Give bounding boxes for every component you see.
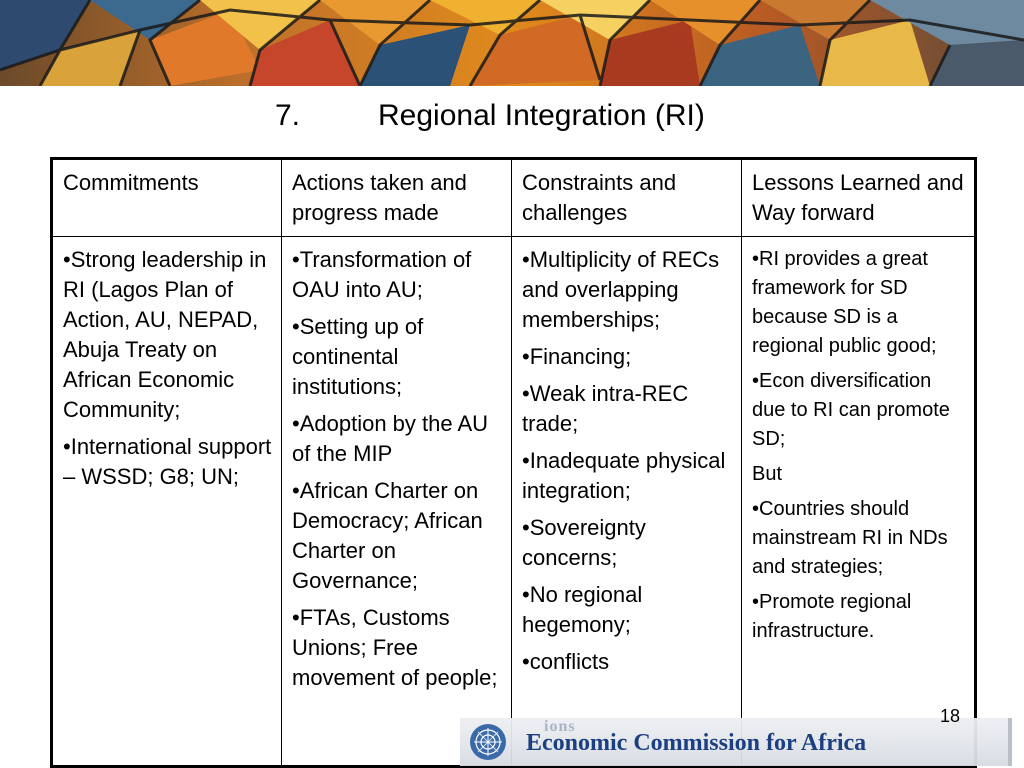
stained-glass-banner — [0, 0, 1024, 86]
header-commitments: Commitments — [52, 159, 282, 237]
list-item: •Multiplicity of RECs and overlapping memberships; — [522, 247, 720, 332]
title-text: Regional Integration (RI) — [378, 99, 705, 132]
list-item: •International support – WSSD; G8; UN; — [63, 434, 272, 489]
header-constraints: Constraints and challenges — [512, 159, 742, 237]
regional-integration-table — [50, 157, 977, 768]
page-number: 18 — [940, 706, 961, 726]
list-item: •Inadequate physical integration; — [522, 448, 726, 503]
header-lessons-learned: Lessons Learned and Way forward — [742, 159, 976, 237]
eca-logo — [460, 718, 1012, 768]
cell-commitments — [52, 237, 282, 767]
list-item: •No regional hegemony; — [522, 582, 643, 637]
table-header-row — [52, 159, 976, 237]
list-item: •Setting up of continental institutions; — [292, 314, 424, 399]
list-item: •Transformation of OAU into AU; — [292, 247, 472, 302]
logo-faint-text: ions — [544, 718, 576, 735]
list-item: •Financing; — [522, 344, 632, 369]
list-item: •conflicts — [522, 649, 610, 674]
list-item: •RI provides a great framework for SD because SD is a regional public good; — [752, 248, 937, 357]
header-actions-taken: Actions taken and progress made — [282, 159, 512, 237]
list-item: •Adoption by the AU of the MIP — [292, 411, 489, 466]
slide-title — [0, 94, 1024, 138]
list-item: •Promote regional infrastructure. — [752, 591, 912, 642]
title-number: 7. — [275, 99, 301, 132]
list-item: •African Charter on Democracy; African Charter on Governance; — [292, 478, 483, 593]
list-item: •Econ diversification due to RI can promote SD; — [752, 370, 950, 450]
table-row — [52, 237, 976, 767]
un-emblem-icon — [468, 722, 508, 762]
stained-glass-image — [0, 0, 1024, 86]
cell-constraints — [512, 237, 742, 767]
list-item: •Strong leadership in RI (Lagos Plan of Action, AU, NEPAD, Abuja Treaty on African Economic Community; — [63, 247, 267, 422]
list-item: •Sovereignty concerns; — [522, 515, 646, 570]
list-item: •Weak intra-REC trade; — [522, 381, 689, 436]
cell-actions-taken — [282, 237, 512, 767]
list-item: •Countries should mainstream RI in NDs and strategies; — [752, 498, 948, 578]
cell-lessons-learned — [742, 237, 976, 767]
logo-text: Economic Commission for Africa — [526, 730, 867, 756]
list-item: But — [752, 463, 783, 485]
list-item: •FTAs, Customs Unions; Free movement of people; — [292, 605, 498, 690]
